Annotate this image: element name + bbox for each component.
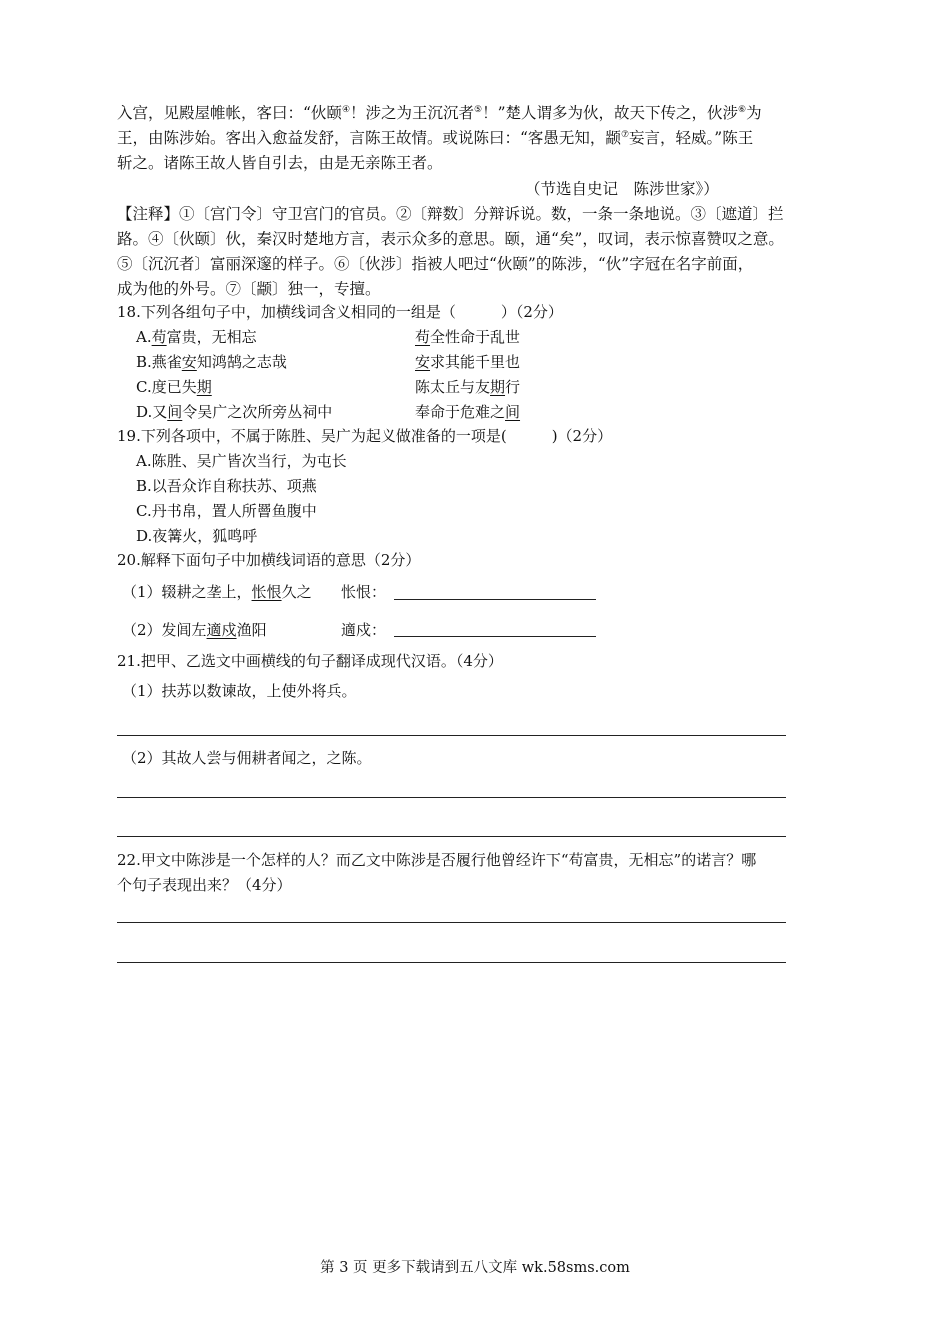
q20-item-2: （2）发闾左適戍渔阳 <box>122 621 267 639</box>
q21-answer-line-3[interactable] <box>117 836 786 837</box>
q20-item-1-label: 怅恨： <box>341 583 387 601</box>
q21-item-1: （1）扶苏以数谏故，上使外将兵。 <box>122 682 357 700</box>
q20-stem: 20.解释下面句子中加横线词语的意思（2分） <box>117 551 421 569</box>
q20-item-1: （1）辍耕之垄上，怅恨久之 <box>122 583 312 601</box>
notes-line-3: ⑤〔沉沉者〕富丽深邃的样子。⑥〔伙涉〕指被人吧过“伙颐”的陈涉，“伙”字冠在名字前面， <box>117 255 754 273</box>
q18-option-c-left: C.度已失期 <box>136 378 212 396</box>
passage-line-2: 王，由陈涉始。客出入愈益发舒，言陈王故情。或说陈曰：“客愚无知，颛⑦妄言，轻威。”陈王 <box>117 129 754 147</box>
q18-stem: 18.下列各组句子中，加横线词含义相同的一组是（ ）（2分） <box>117 303 563 321</box>
q21-answer-line-1[interactable] <box>117 735 786 736</box>
q21-stem: 21.把甲、乙选文中画横线的句子翻译成现代汉语。（4分） <box>117 652 503 670</box>
q18-option-b-right: 安求其能千里也 <box>415 353 521 371</box>
footnote-ref: ⑦ <box>620 129 630 140</box>
q18-option-b-left: B.燕雀安知鸿鹄之志哉 <box>136 353 287 371</box>
q18-option-d-right: 奉命于危难之间 <box>415 403 521 421</box>
notes-line-4: 成为他的外号。⑦〔颛〕独一，专擅。 <box>117 280 381 298</box>
passage-source: （节选自史记 陈涉世家》） <box>525 180 719 198</box>
notes-line-2: 路。④〔伙颐〕伙，秦汉时楚地方言，表示众多的意思。颐，通“矣”，叹词，表示惊喜赞叹之意。 <box>117 230 784 248</box>
q22-line-2: 个句子表现出来？（4分） <box>117 876 292 894</box>
q18-option-c-right: 陈太丘与友期行 <box>415 378 521 396</box>
q19-option-d: D.夜篝火，狐鸣呼 <box>136 527 258 545</box>
passage-line-1: 入宫，见殿屋帷帐，客曰：“伙颐④！涉之为王沉沉者⑤！”楚人谓多为伙，故天下传之，伙涉⑥为 <box>117 104 762 122</box>
q20-item-2-label: 適戍： <box>341 621 387 639</box>
passage-line-3: 斩之。诸陈王故人皆自引去，由是无亲陈王者。 <box>117 154 443 172</box>
page-footer: 第 3 页 更多下载请到五八文库 wk.58sms.com <box>320 1260 630 1276</box>
q19-option-c: C.丹书帛，置人所罾鱼腹中 <box>136 502 317 520</box>
footnote-ref: ④ <box>341 104 351 115</box>
q19-stem: 19.下列各项中，不属于陈胜、吴广为起义做准备的一项是( )（2分） <box>117 427 613 445</box>
q22-answer-line-2[interactable] <box>117 962 786 963</box>
q21-item-2: （2）其故人尝与佣耕者闻之，之陈。 <box>122 749 372 767</box>
q20-answer-line-2[interactable] <box>394 636 596 637</box>
q19-option-b: B.以吾众诈自称扶苏、项燕 <box>136 477 317 495</box>
q21-answer-line-2[interactable] <box>117 797 786 798</box>
footnote-ref: ⑤ <box>474 104 483 115</box>
q22-answer-line-1[interactable] <box>117 922 786 923</box>
q19-option-a: A.陈胜、吴广皆次当行，为屯长 <box>136 452 347 470</box>
notes-line-1: 【注释】①〔宫门令〕守卫宫门的官员。②〔辩数〕分辩诉说。数，一条一条地说。③〔遮道〕拦 <box>117 205 784 223</box>
q18-option-d-left: D.又间令吴广之次所旁丛祠中 <box>136 403 333 421</box>
q18-option-a-left: A.苟富贵，无相忘 <box>136 328 257 346</box>
footnote-ref: ⑥ <box>738 104 747 115</box>
q18-option-a-right: 苟全性命于乱世 <box>415 328 521 346</box>
q22-line-1: 22.甲文中陈涉是一个怎样的人？而乙文中陈涉是否履行他曾经许下“苟富贵，无相忘”的诺言？哪 <box>117 851 757 869</box>
q20-answer-line-1[interactable] <box>394 599 596 600</box>
